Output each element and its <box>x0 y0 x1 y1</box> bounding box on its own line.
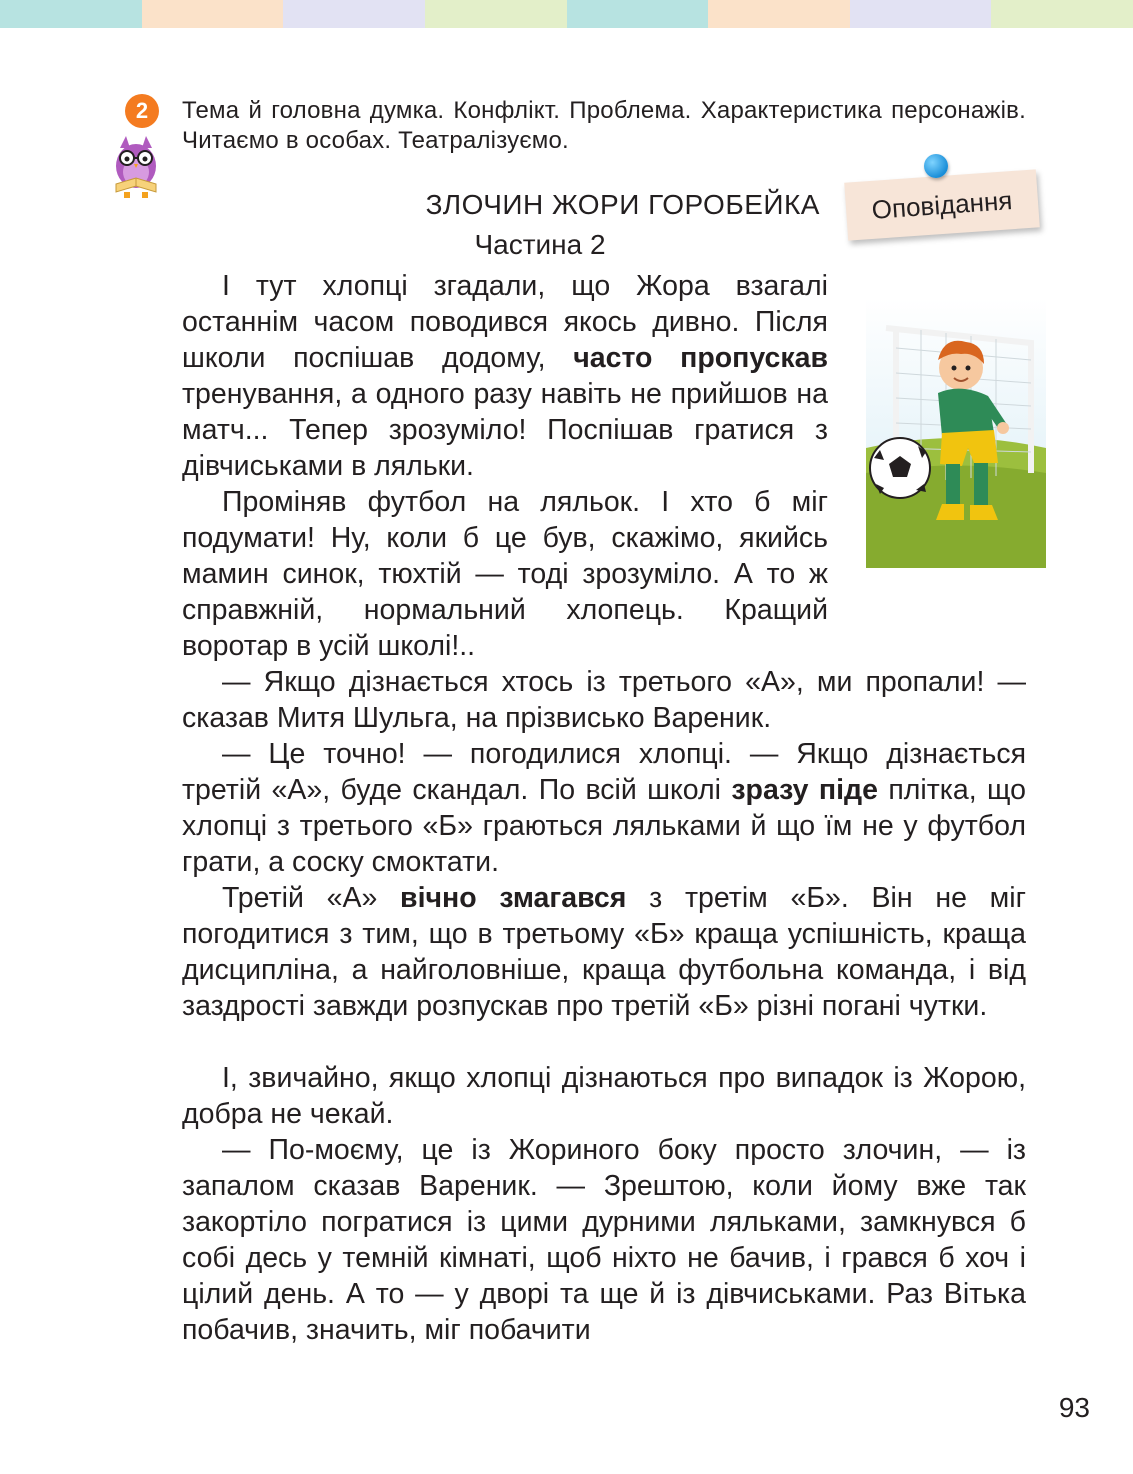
stripe-segment <box>708 0 850 28</box>
story-paragraph-5 <box>182 880 1026 1024</box>
text-segment: — Це точно! — погодилися хлопці. — Якщо дізнається третій «А», буде скандал. По всій школі <box>182 738 1026 806</box>
story-paragraph-2 <box>182 484 828 664</box>
genre-tag: Оповідання <box>844 169 1040 240</box>
story-paragraph-6 <box>182 1060 1026 1132</box>
lesson-number-badge: 2 <box>125 94 159 128</box>
story-paragraph-3 <box>182 664 1026 736</box>
stripe-segment <box>425 0 567 28</box>
story-title: ЗЛОЧИН ЖОРИ ГОРОБЕЙКА <box>425 189 820 220</box>
pushpin-icon <box>924 154 948 178</box>
lesson-topic: Тема й головна думка. Конфлікт. Проблема. Характеристика персонажів. Читаємо в особах. Театралізуємо. <box>182 97 1026 154</box>
bold-phrase: зразу піде <box>731 774 878 806</box>
boy-goalkeeper-illustration <box>866 298 1046 568</box>
text-segment: тренування, а одного разу навіть не прийшов на матч... Тепер зрозуміло! Поспішав гратися з дівчиськами в ляльки. <box>182 378 828 482</box>
stripe-segment <box>142 0 284 28</box>
text-segment: Третій «А» <box>222 882 401 914</box>
text-segment: І тут хлопці згадали, що Жора взагалі останнім часом поводився якось дивно. Після школи поспішав додому, <box>182 270 828 374</box>
story-paragraph-4 <box>182 736 1026 880</box>
text-segment: — Якщо дізнається хтось із третього «А», ми пропали! — сказав Митя Шульга, на прізвисько Вареник. <box>182 666 1026 734</box>
text-segment: Проміняв футбол на ляльок. І хто б міг подумати! Ну, коли б це був, скажімо, якийсь мамин синок, тюхтій — тоді зрозуміло. А то ж справжній, нормальний хлопець. Кращий воротар в усій школі!.. <box>182 486 828 662</box>
reading-owl-icon <box>110 132 162 202</box>
page-number: 93 <box>1058 1392 1090 1423</box>
stripe-segment <box>283 0 425 28</box>
story-paragraph-7 <box>182 1132 1026 1348</box>
header-color-stripe <box>0 0 1133 28</box>
bold-phrase: вічно змагався <box>400 882 627 914</box>
stripe-segment <box>991 0 1133 28</box>
stripe-segment <box>0 0 142 28</box>
story-part: Частина 2 <box>474 229 606 260</box>
text-segment: — По-моєму, це із Жориного боку просто злочин, — із запалом сказав Вареник. — Зрештою, коли йому вже так закортіло погратися із цими дурними ляльками, замкнувся б собі десь у темній кімнаті, щоб ніхто не бачив, і грався б хоч і цілий день. А то — у дворі та ще й із дівчиськами. Раз Вітька побачив, значить, міг побачити <box>182 1134 1026 1346</box>
text-segment: плітка, що хлопці з третього «Б» граються ляльками й що їм не у футбол грати, а соску смоктати. <box>182 774 1026 878</box>
text-segment: І, звичайно, якщо хлопці дізнаються про випадок із Жорою, добра не чекай. <box>182 1062 1026 1130</box>
bold-phrase: часто пропускав <box>573 342 828 374</box>
story-paragraph-1 <box>182 268 828 484</box>
text-segment: з третім «Б». Він не міг погодитися з тим, що в третьому «Б» краща успішність, краща дисципліна, а найголовніше, краща футбольна команда, і від заздрості завжди розпускав про третій «Б» різні погані чутки. <box>182 882 1026 1022</box>
stripe-segment <box>850 0 992 28</box>
stripe-segment <box>567 0 709 28</box>
